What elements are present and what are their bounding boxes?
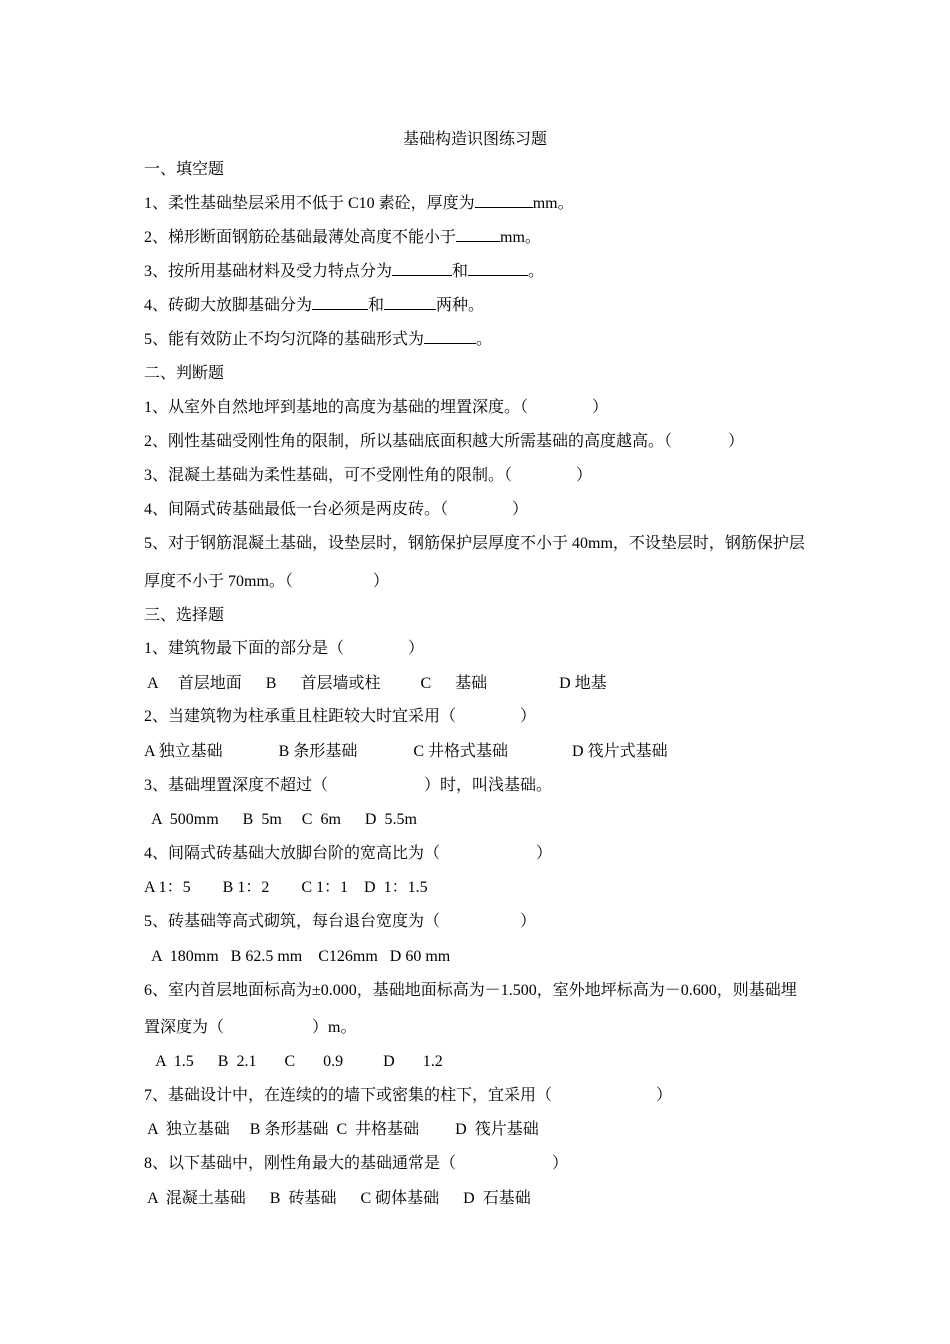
page-title: 基础构造识图练习题: [402, 131, 547, 148]
answer-blank[interactable]: [392, 261, 452, 276]
fill-question-3: [144, 261, 544, 283]
answer-blank[interactable]: [468, 261, 528, 276]
choice-options-6: A 1.5 B 2.1 C 0.9 D 1.2: [144, 1053, 443, 1070]
choice-options-2: A 独立基础 B 条形基础 C 井格式基础 D 筏片式基础: [144, 743, 668, 760]
question-text: 5、能有效防止不均匀沉降的基础形式为: [144, 331, 425, 348]
question-text: 。: [528, 263, 545, 280]
choice-question-2: 2、当建筑物为柱承重且柱距较大时宜采用（ ）: [144, 708, 537, 725]
section-heading-fill-blank: 一、填空题: [144, 161, 225, 178]
choice-question-1: 1、建筑物最下面的部分是（ ）: [144, 640, 425, 657]
judge-question-5-continued: 厚度不小于 70mm。（ ）: [144, 573, 389, 590]
choice-options-5: A 180mm B 62.5 mm C126mm D 60 mm: [144, 948, 451, 965]
question-text: mm。: [532, 195, 574, 212]
judge-question-2: 2、刚性基础受刚性角的限制，所以基础底面积越大所需基础的高度越高。（ ）: [144, 433, 745, 450]
question-text: 。: [476, 331, 493, 348]
judge-question-5: 5、对于钢筋混凝土基础，设垫层时，钢筋保护层厚度不小于 40mm，不设垫层时，钢筋保护层: [144, 535, 805, 552]
answer-blank[interactable]: [384, 295, 436, 310]
fill-question-1: [144, 193, 574, 215]
choice-options-8: A 混凝土基础 B 砖基础 C 砌体基础 D 石基础: [144, 1190, 531, 1207]
question-text: 2、梯形断面钢筋砼基础最薄处高度不能小于: [144, 229, 457, 246]
judge-question-3: 3、混凝土基础为柔性基础，可不受刚性角的限制。（ ）: [144, 467, 593, 484]
question-text: 3、按所用基础材料及受力特点分为: [144, 263, 393, 280]
choice-options-4: A 1：5 B 1：2 C 1：1 D 1：1.5: [144, 879, 428, 896]
fill-question-2: [144, 227, 541, 249]
choice-question-8: 8、以下基础中，刚性角最大的基础通常是（ ）: [144, 1155, 569, 1172]
choice-question-5: 5、砖基础等高式砌筑，每台退台宽度为（ ）: [144, 913, 537, 930]
answer-blank[interactable]: [456, 227, 500, 242]
judge-question-4: 4、间隔式砖基础最低一台必须是两皮砖。（ ）: [144, 501, 529, 518]
answer-blank[interactable]: [424, 329, 476, 344]
choice-options-1: A 首层地面 B 首层墙或柱 C 基础 D 地基: [144, 675, 607, 692]
answer-blank[interactable]: [312, 295, 368, 310]
choice-question-3: 3、基础埋置深度不超过（ ）时，叫浅基础。: [144, 777, 553, 794]
answer-blank[interactable]: [475, 193, 533, 208]
question-text: 1、柔性基础垫层采用不低于 C10 素砼，厚度为: [144, 195, 475, 212]
fill-question-5: [144, 329, 492, 351]
question-text: mm。: [500, 229, 541, 246]
section-heading-multiple-choice: 三、选择题: [144, 607, 225, 624]
section-heading-true-false: 二、判断题: [144, 365, 225, 382]
choice-question-7: 7、基础设计中，在连续的的墙下或密集的柱下，宜采用（ ）: [144, 1087, 673, 1104]
choice-options-7: A 独立基础 B 条形基础 C 井格基础 D 筏片基础: [144, 1121, 539, 1138]
choice-question-4: 4、间隔式砖基础大放脚台阶的宽高比为（ ）: [144, 845, 553, 862]
choice-options-3: A 500mm B 5m C 6m D 5.5m: [144, 811, 417, 828]
question-text: 和: [368, 297, 385, 314]
question-text: 和: [452, 263, 469, 280]
question-text: 两种。: [436, 297, 485, 314]
question-text: 4、砖砌大放脚基础分为: [144, 297, 313, 314]
judge-question-1: 1、从室外自然地坪到基地的高度为基础的埋置深度。（ ）: [144, 399, 609, 416]
choice-question-6: 6、室内首层地面标高为±0.000，基础地面标高为－1.500，室外地坪标高为－0.600，则基础埋: [144, 982, 797, 999]
choice-question-6-continued: 置深度为（ ）m。: [144, 1019, 357, 1036]
fill-question-4: [144, 295, 484, 317]
